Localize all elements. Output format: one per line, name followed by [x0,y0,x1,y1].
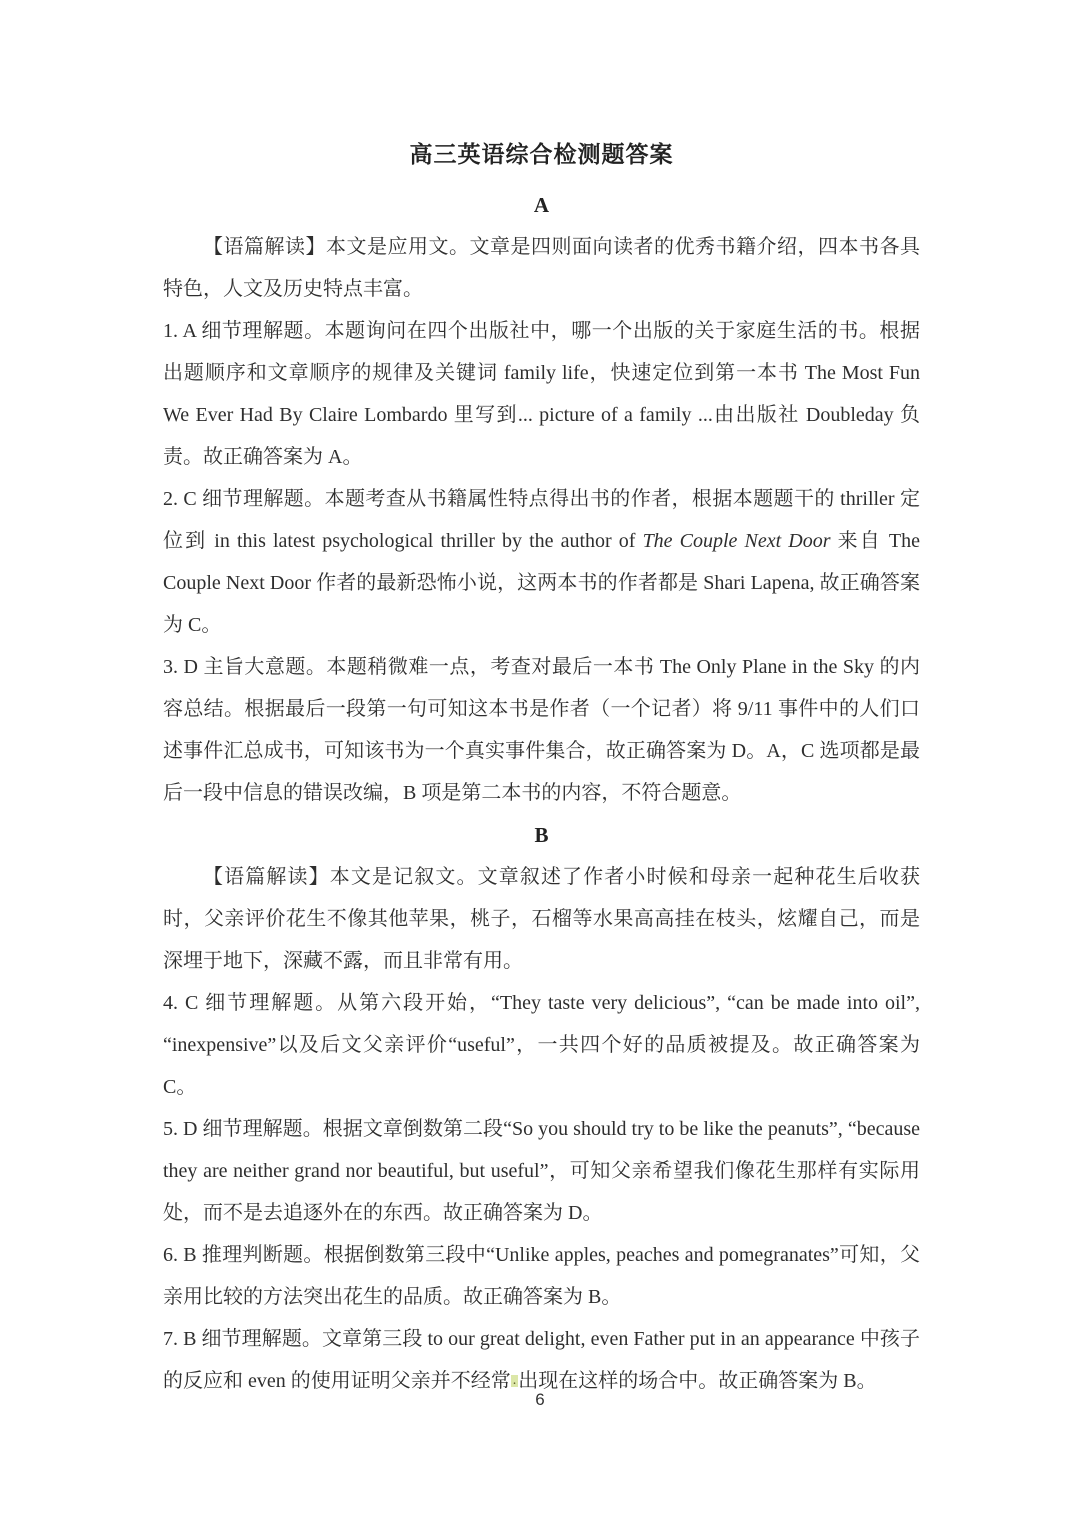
section-a-heading: A [533,193,550,217]
document-content [163,140,920,1402]
answer-item-1: 1. A 细节理解题。本题询问在四个出版社中，哪一个出版的关于家庭生活的书。根据出题顺序和文章顺序的规律及关键词 family life，快速定位到第一本书 The Most Fun We Ever Had By Claire Lombardo 里写到... picture of a family ...由出版社 Doubleday 负责。故正确答案为 A。 [163,320,920,468]
answer-item-6: 6. B 推理判断题。根据倒数第三段中“Unlike apples, peaches and pomegranates”可知，父亲用比较的方法突出花生的品质。故正确答案为 B。 [163,1244,920,1308]
section-b-heading: B [534,823,549,847]
answer-item-2-text-post: 来自 The Couple Next Door 作者的最新恐怖小说，这两本书的作者都是 Shari Lapena, 故正确答案为 C。 [163,530,921,636]
answer-item-4: 4. C 细节理解题。从第六段开始，“They taste very delicious”, “can be made into oil”, “inexpensive”以及后文父亲评价“useful”，一共四个好的品质被提及。故正确答案为 C。 [163,992,920,1098]
document-title: 高三英语综合检测题答案 [409,141,674,167]
answer-item-2-text-pre: 2. C 细节理解题。本题考查从书籍属性特点得出书的作者，根据本题题干的 thriller 定位到 in this latest psychological thriller by the author of [163,488,920,552]
answer-item-5: 5. D 细节理解题。根据文章倒数第二段“So you should try to be like the peanuts”, “because they are neither grand nor beautiful, but useful”，可知父亲希望我们像花生那样有实际用处，而不是去追逐外在的东西。故正确答案为 D。 [163,1118,920,1224]
book-title-italic: The Couple Next Door [642,530,831,552]
edit-artifact-mark: . [512,1375,517,1387]
answer-item-7-text-post: 出现在这样的场合中。故正确答案为 B。 [518,1370,877,1392]
answer-item-7-text-pre: 7. B 细节理解题。文章第三段 to our great delight, even Father put in an appearance 中孩子的反应和 even 的使用证明父亲并不经常 [163,1328,920,1392]
answer-item-3: 3. D 主旨大意题。本题稍微难一点，考查对最后一本书 The Only Plane in the Sky 的内容总结。根据最后一段第一句可知这本书是作者（一个记者）将 9/11 事件中的人们口述事件汇总成书，可知该书为一个真实事件集合，故正确答案为 D。A，C 选项都是最后一段中信息的错误改编，B 项是第二本书的内容，不符合题意。 [163,656,920,804]
section-b-passage-intro: 【语篇解读】本文是记叙文。文章叙述了作者小时候和母亲一起种花生后收获时，父亲评价花生不像其他苹果，桃子，石榴等水果高高挂在枝头，炫耀自己，而是深埋于地下，深藏不露，而且非常有用。 [163,866,920,972]
section-a-passage-intro: 【语篇解读】本文是应用文。文章是四则面向读者的优秀书籍介绍，四本书各具特色，人文及历史特点丰富。 [163,236,920,300]
answer-item-2 [163,478,920,646]
page-number: 6 [535,1390,545,1409]
